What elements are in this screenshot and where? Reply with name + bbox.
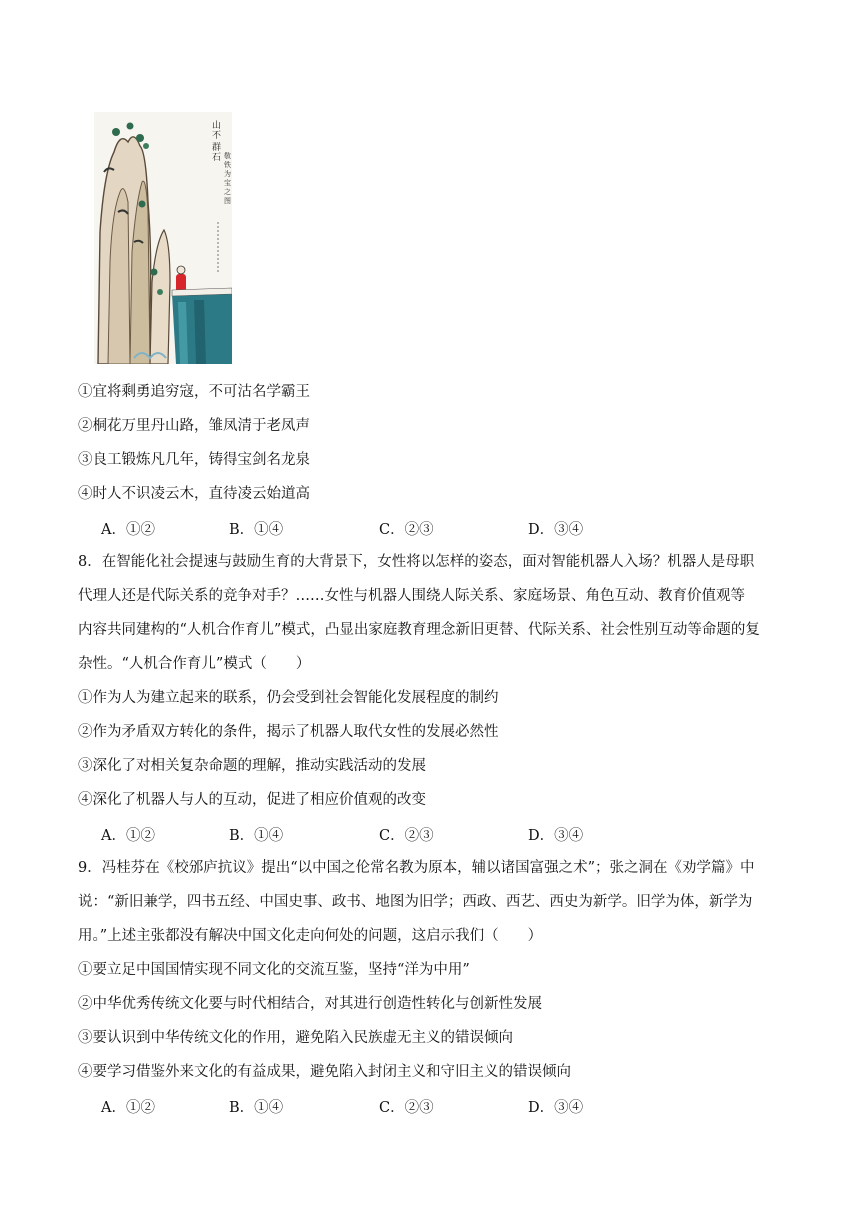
q9-stem-line-1: 9．冯桂芬在《校邠庐抗议》提出“以中国之伦常名教为原本，辅以诸国富强之术”；张之洞在《劝学篇》中 (78, 860, 755, 876)
q9-item-3: ③要认识到中华传统文化的作用，避免陷入民族虚无主义的错误倾向 (78, 1030, 513, 1046)
q8-option-a[interactable]: A．①② (101, 828, 155, 844)
q8-option-b[interactable]: B．①④ (229, 828, 284, 844)
q8-option-c[interactable]: C．②③ (379, 828, 434, 844)
q8-item-2: ②作为矛盾双方转化的条件，揭示了机器人取代女性的发展必然性 (78, 724, 499, 740)
q7-item-3: ③良工锻炼凡几年，铸得宝剑名龙泉 (78, 452, 310, 468)
q8-item-3: ③深化了对相关复杂命题的理解，推动实践活动的发展 (78, 758, 426, 774)
q7-item-1: ①宜将剩勇追穷寇，不可沽名学霸王 (78, 384, 310, 400)
q9-item-2: ②中华优秀传统文化要与时代相结合，对其进行创造性转化与创新性发展 (78, 996, 542, 1012)
q7-option-c[interactable]: C．②③ (379, 522, 434, 538)
q7-item-4: ④时人不识凌云木，直待凌云始道高 (78, 486, 310, 502)
q8-item-4: ④深化了机器人与人的互动，促进了相应价值观的改变 (78, 792, 426, 808)
painting-calligraphy-main: 山不群石 (212, 121, 222, 163)
q9-option-d[interactable]: D．③④ (528, 1100, 584, 1116)
q9-option-c[interactable]: C．②③ (379, 1100, 434, 1116)
q8-stem-line-4: 杂性。“人机合作育儿”模式（ ） (78, 656, 311, 672)
q8-stem-line-2: 代理人还是代际关系的竞争对手？……女性与机器人围绕人际关系、家庭场景、角色互动、教育价值观等 (78, 588, 745, 604)
q7-option-d[interactable]: D．③④ (528, 522, 584, 538)
landscape-painting-icon (94, 112, 232, 364)
q9-option-b[interactable]: B．①④ (229, 1100, 284, 1116)
q9-stem-line-2: 说：“新旧兼学，四书五经、中国史事、政书、地图为旧学；西政、西艺、西史为新学。旧学为体，新学为 (78, 894, 753, 910)
q9-option-a[interactable]: A．①② (101, 1100, 155, 1116)
q9-stem-line-3: 用。”上述主张都没有解决中国文化走向何处的问题，这启示我们（ ） (78, 928, 543, 944)
q7-option-a[interactable]: A．①② (101, 522, 155, 538)
q9-item-4: ④要学习借鉴外来文化的有益成果，避免陷入封闭主义和守旧主义的错误倾向 (78, 1064, 571, 1080)
q8-item-1: ①作为人为建立起来的联系，仍会受到社会智能化发展程度的制约 (78, 690, 499, 706)
q7-option-b[interactable]: B．①④ (229, 522, 284, 538)
q8-stem-line-3: 内容共同建构的“人机合作育儿”模式，凸显出家庭教育理念新旧更替、代际关系、社会性别互动等命题的复 (78, 622, 760, 638)
painting-calligraphy-sub: 敬铁为宝之图 (224, 152, 231, 205)
landscape-painting (94, 112, 232, 364)
q9-item-1: ①要立足中国国情实现不同文化的交流互鉴，坚持“洋为中用” (78, 962, 470, 978)
q7-item-2: ②桐花万里丹山路，雏凤清于老凤声 (78, 418, 310, 434)
q8-stem-line-1: 8．在智能化社会提速与鼓励生育的大背景下，女性将以怎样的姿态，面对智能机器人入场？机器人是母职 (78, 554, 755, 570)
q8-option-d[interactable]: D．③④ (528, 828, 584, 844)
